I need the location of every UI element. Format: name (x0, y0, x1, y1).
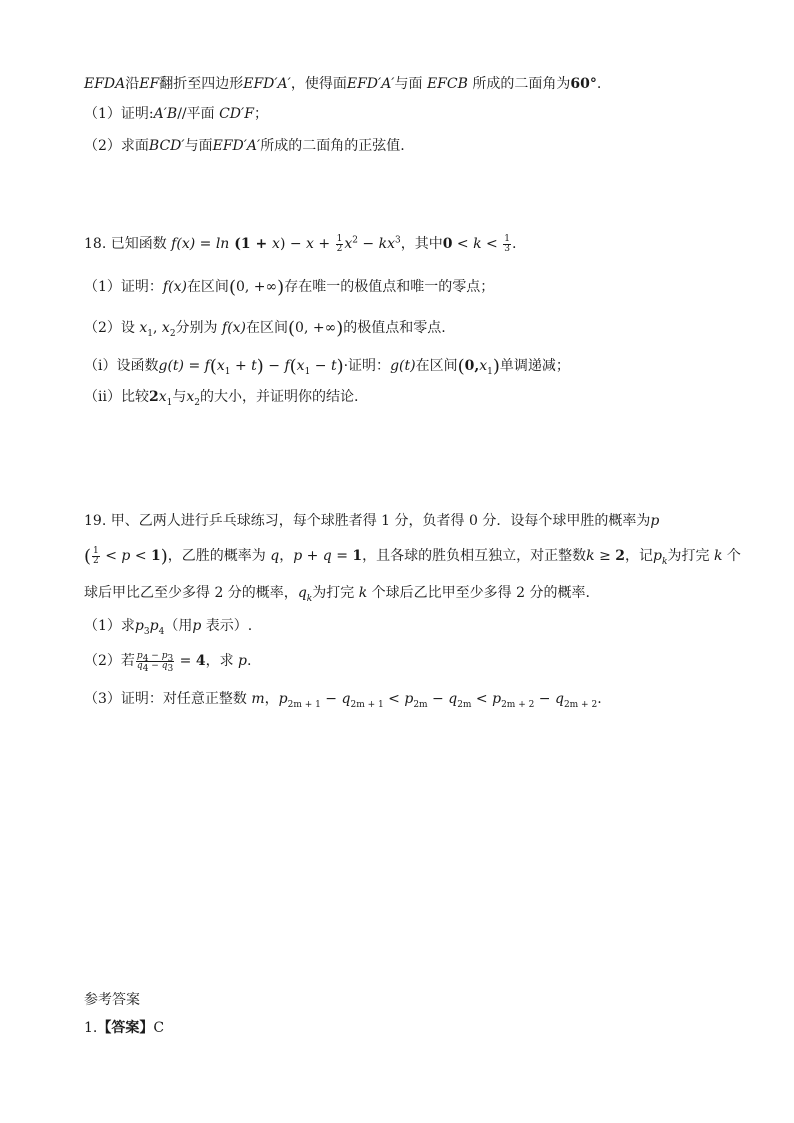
problem17-part2: （2）求面BCD′与面EFD′A′所成的二面角的正弦值. (84, 138, 405, 154)
fraction-one-third: $\frac{1}{3}$ (504, 233, 510, 254)
problem19-line1: 19. 甲、乙两人进行乒乓球练习，每个球胜者得 1 分，负者得 0 分．设每个球甲胜的概率为p (84, 513, 660, 529)
problem19-part1: （1）求$p_3p_4$（用p 表示）. (84, 618, 253, 637)
problem18-sub2: （ii）比较$2x_1$与$x_2$的大小，并证明你的结论. (84, 389, 359, 408)
problem18-stem: 18. 已知函数 f(x) = ln (1 + x) − x + $\frac{1}{2}$ $x^2 - kx^3$，其中0 < k < $\frac{1}{3}$ . (84, 233, 517, 254)
fraction-one-half: $\frac{1}{2}$ (93, 545, 99, 566)
problem19-part3: （3）证明：对任意正整数 m，$p_{2m + 1} - q_{2m + 1} < p_{2m} - q_{2m} < p_{2m + 2} - q_{2m + 2}$. (84, 691, 602, 710)
problem17-line0: EFDA沿EF翻折至四边形EFD′A′，使得面EFD′A′与面 EFCB 所成的二面角为60°. (84, 76, 602, 92)
problem17-part1: （1）证明:A′B//平面 CD′F； (84, 106, 268, 122)
problem18-sub1: （i）设函数$g(t) = f(x_1 + t) - f(x_1 - t)\cdot$证明：g(t)在区间$(0,x_1)$单调递减； (84, 356, 570, 377)
problem19-line2: ( $\frac{1}{2}$ < p < 1)，乙胜的概率为 q，p + q = 1，且各球的胜负相互独立，对正整数k ≥ 2，记$p_k$为打完 k 个 (84, 545, 741, 567)
answer-item-1: 1.【答案】C (84, 1020, 165, 1036)
answers-heading: 参考答案 (84, 992, 140, 1008)
problem19-part2: （2）若 $\frac{p_4 - p_3}{q_4 - q_3}$ = 4，求 p. (84, 650, 252, 674)
problem18-part1: （1）证明：f(x)在区间(0, +∞)存在唯一的极值点和唯一的零点； (84, 277, 495, 298)
problem19-line3: 球后甲比乙至少多得 2 分的概率，$q_k$为打完 k 个球后乙比甲至少多得 2 分的概率. (84, 585, 590, 604)
fraction-one-half: $\frac{1}{2}$ (336, 233, 343, 254)
fraction-p-diff-over-q-diff: $\frac{p_4 - p_3}{q_4 - q_3}$ (136, 650, 174, 674)
problem18-part2: （2）设 $x_1$, $x_2$分别为 f(x)在区间(0, +∞)的极值点和零点. (84, 318, 446, 339)
